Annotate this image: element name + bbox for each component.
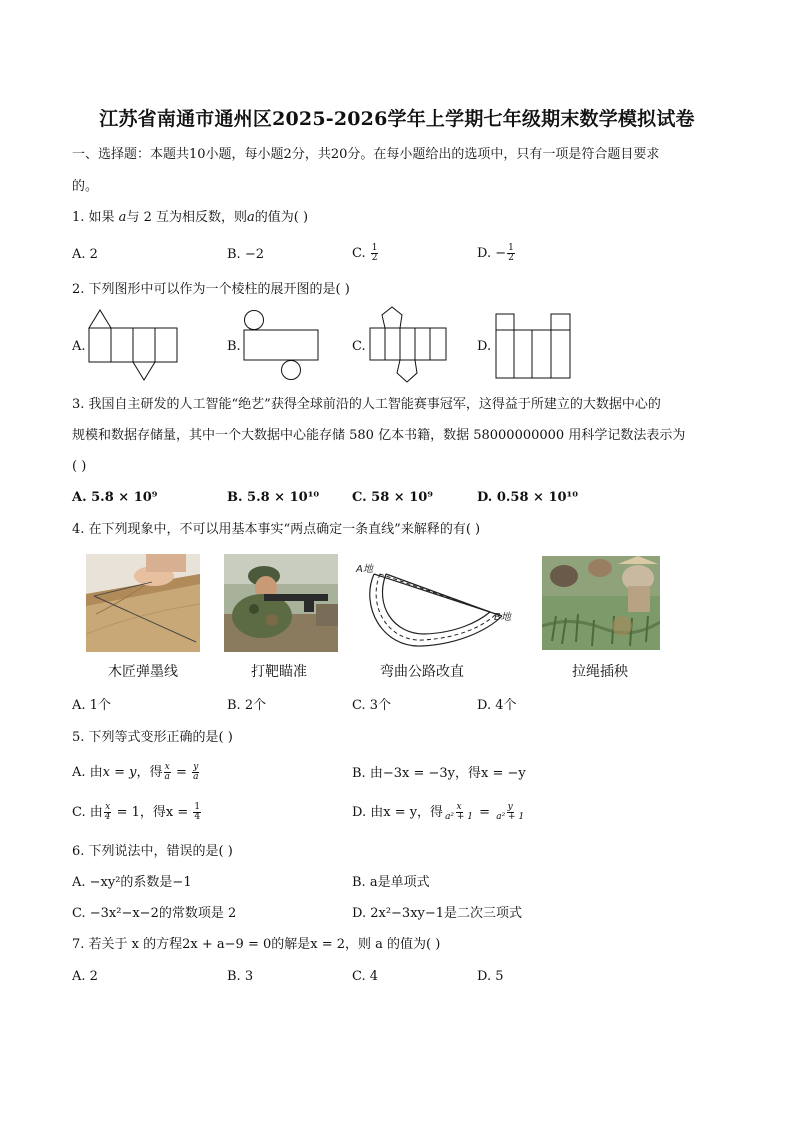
q5-stem: 5. 下列等式变形正确的是( ) — [72, 730, 233, 745]
q4-caption-4: 拉绳插秧 — [572, 664, 628, 680]
q7-option-b: B. 3 — [227, 969, 254, 984]
q2-figure-d — [494, 312, 572, 380]
q2-option-a: A. — [72, 339, 86, 354]
q3-option-d: D. 0.58 × 10¹⁰ — [477, 490, 578, 505]
q5-option-a: A. 由x = y，得 $\frac{x}{a}$ = $\frac{y}{a}$ — [72, 762, 199, 782]
q1-d-fraction: $\frac{1}{2}$ — [508, 243, 514, 263]
section-instructions-line2: 的。 — [72, 179, 99, 194]
q2-option-d: D. — [477, 339, 492, 354]
q2-figure-b — [240, 310, 322, 382]
q4-stem: 4. 在下列现象中，不可以用基本事实“两点确定一条直线”来解释的有( ) — [72, 522, 481, 537]
q3-option-c: C. 58 × 10⁹ — [352, 490, 433, 505]
q4-option-d: D. 4个 — [477, 698, 517, 713]
q4-photo-carpenter — [86, 554, 200, 652]
q2-figure-a — [86, 308, 178, 382]
q6-option-b: B. a是单项式 — [352, 875, 430, 890]
q2-figure-c — [367, 306, 449, 384]
q4-photo-shooter — [224, 554, 338, 652]
q4-option-c: C. 3个 — [352, 698, 392, 713]
q4-caption-2: 打靶瞄准 — [251, 664, 307, 680]
q3-stem-line1: 3. 我国自主研发的人工智能“绝艺”获得全球前沿的人工智能赛事冠军，这得益于所建立的大数据中心的 — [72, 397, 661, 412]
q5-option-c: C. 由 $\frac{x}{4}$ = 1，得x = $\frac{1}{4}$ — [72, 802, 201, 822]
road-label-b: B地 — [494, 612, 511, 623]
q3-option-a: A. 5.8 × 10⁹ — [72, 490, 158, 505]
q5-option-b: B. 由−3x = −3y，得x = −y — [352, 766, 526, 781]
q2-stem: 2. 下列图形中可以作为一个棱柱的展开图的是( ) — [72, 282, 350, 297]
q6-option-d: D. 2x²−3xy−1是二次三项式 — [352, 906, 523, 921]
q7-option-a: A. 2 — [72, 969, 98, 984]
q4-photo-rice-planting — [542, 556, 660, 650]
q7-stem: 7. 若关于 x 的方程2x + a−9 = 0的解是x = 2，则 a 的值为( ) — [72, 937, 441, 952]
q1-stem: 1. 如果 a与 2 互为相反数，则a的值为( ) — [72, 210, 309, 225]
q4-caption-3: 弯曲公路改直 — [380, 664, 464, 680]
q7-option-d: D. 5 — [477, 969, 504, 984]
q1-c-fraction: $\frac{1}{2}$ — [371, 243, 378, 263]
road-label-a: A地 — [356, 564, 373, 575]
q4-road-diagram — [352, 556, 522, 654]
q2-option-c: C. — [352, 339, 366, 354]
q3-option-b: B. 5.8 × 10¹⁰ — [227, 490, 320, 505]
q3-stem-line3: ( ) — [72, 459, 87, 474]
q4-option-a: A. 1个 — [72, 698, 111, 713]
q1-option-b: B. −2 — [227, 247, 264, 262]
q4-option-b: B. 2个 — [227, 698, 267, 713]
q1-option-d: D. − $\frac{1}{2}$ — [477, 243, 514, 263]
exam-title: 江苏省南通市通州区2025-2026学年上学期七年级期末数学模拟试卷 — [99, 108, 695, 130]
q6-option-a: A. −xy²的系数是−1 — [72, 875, 192, 890]
q7-option-c: C. 4 — [352, 969, 379, 984]
q5-option-d: D. 由x = y，得 $\frac{x}{\text{a² + 1}}$ = $\frac{y}{\text{a² + 1}}$ — [352, 802, 525, 822]
section-instructions-line1: 一、选择题：本题共10小题，每小题2分，共20分。在每小题给出的选项中，只有一项是符合题目要求 — [72, 147, 660, 162]
q6-option-c: C. −3x²−x−2的常数项是 2 — [72, 906, 237, 921]
q1-option-a: A. 2 — [72, 247, 98, 262]
q1-option-c: C. $\frac{1}{2}$ — [352, 243, 378, 263]
q3-stem-line2: 规模和数据存储量，其中一个大数据中心能存储 580 亿本书籍，数据 58000000000 用科学记数法表示为 — [72, 428, 686, 443]
q6-stem: 6. 下列说法中，错误的是( ) — [72, 844, 233, 859]
q4-caption-1: 木匠弹墨线 — [108, 664, 178, 680]
q2-option-b: B. — [227, 339, 241, 354]
